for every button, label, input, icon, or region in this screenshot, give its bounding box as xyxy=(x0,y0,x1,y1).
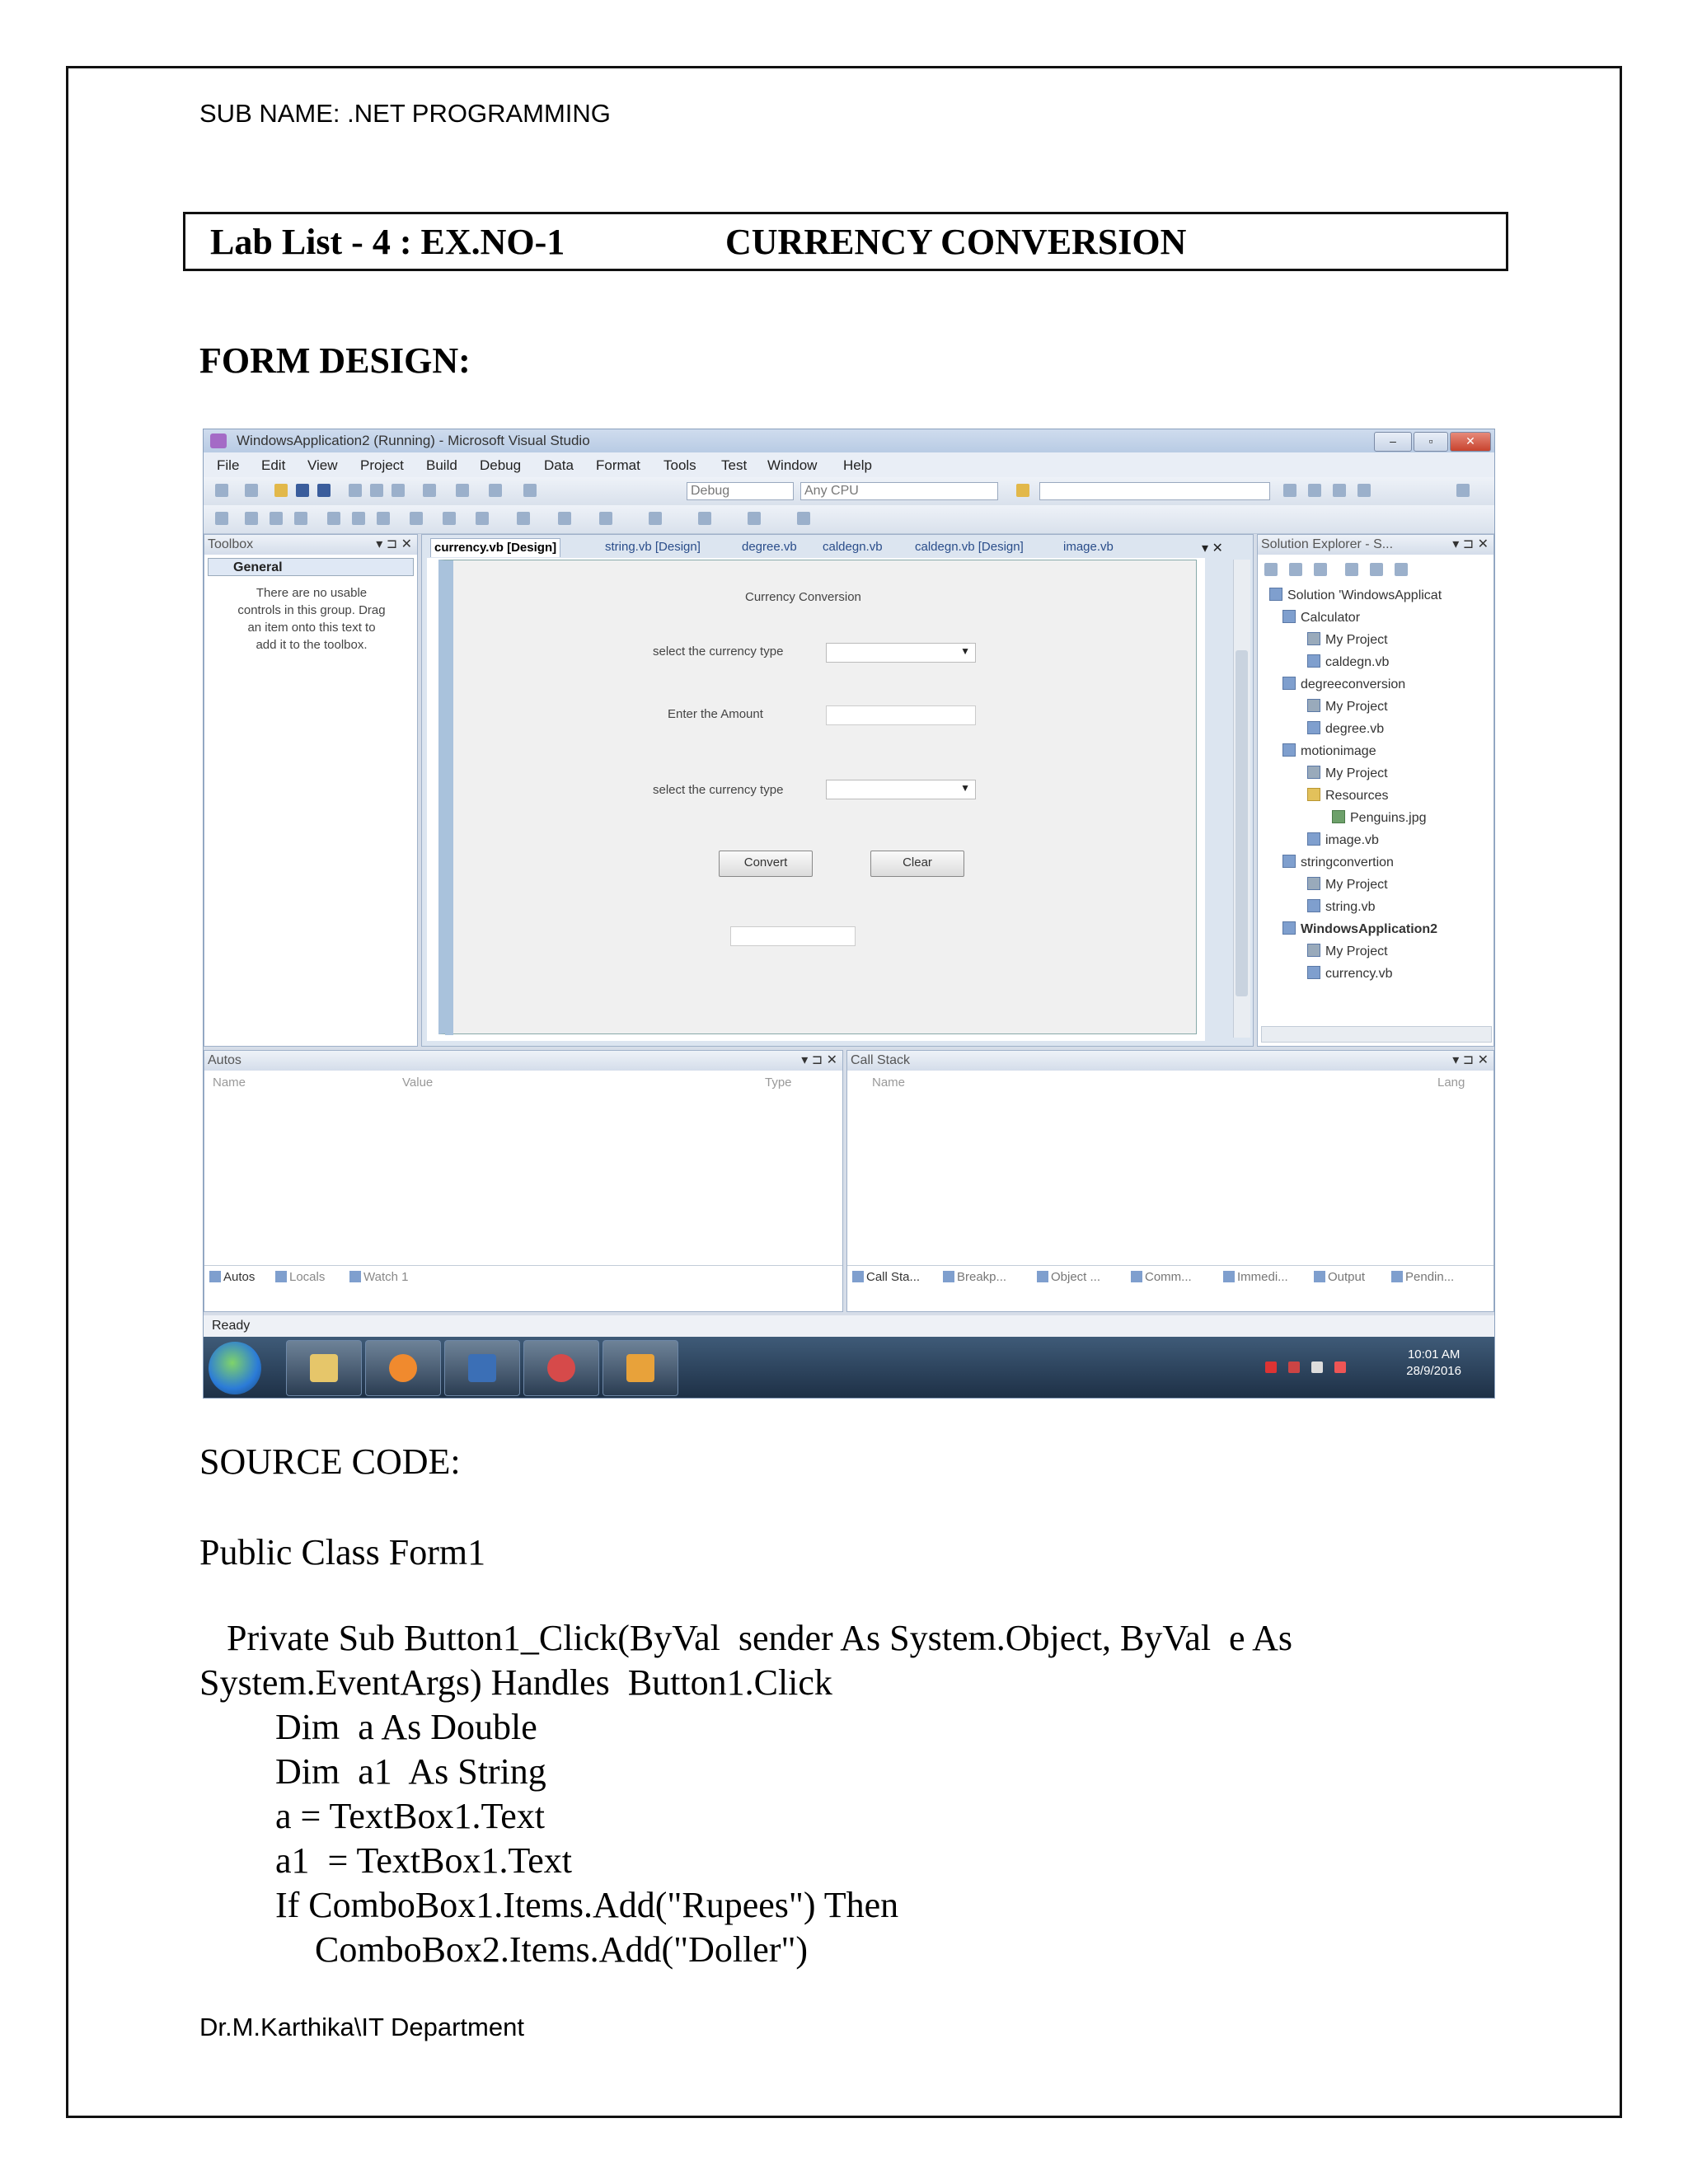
vb-file-icon xyxy=(1307,832,1320,846)
tab-label: Pendin... xyxy=(1405,1270,1455,1284)
panel-controls-icon[interactable]: ▾ ⊐ ✕ xyxy=(1452,537,1489,551)
solution-explorer-panel xyxy=(1257,534,1494,1047)
tab-caldegn-design[interactable]: caldegn.vb [Design] xyxy=(915,540,1024,554)
tree-file[interactable] xyxy=(1332,810,1427,826)
code-line: System.EventArgs) Handles Button1.Click xyxy=(199,1662,832,1703)
autos-col-value: Value xyxy=(402,1076,434,1090)
menu-data[interactable]: Data xyxy=(544,457,574,473)
redo-icon[interactable] xyxy=(456,484,469,497)
solution-explorer-header xyxy=(1258,535,1493,555)
toolbox-header xyxy=(204,535,417,555)
autos-panel xyxy=(204,1050,843,1312)
tree-label: degreeconversion xyxy=(1301,677,1406,691)
open-file-icon[interactable] xyxy=(274,484,288,497)
tree-file[interactable] xyxy=(1307,899,1375,915)
tab-immediate[interactable] xyxy=(1223,1270,1288,1284)
find-combo[interactable] xyxy=(1039,482,1270,500)
tab-currency-design[interactable]: currency.vb [Design] xyxy=(430,538,560,557)
code-line: Private Sub Button1_Click(ByVal sender As System.Object, ByVal e As xyxy=(199,1618,1293,1658)
window-title: WindowsApplication2 (Running) - Microsoft Visual Studio xyxy=(237,433,590,448)
code-line: Dim a1 As String xyxy=(275,1751,546,1792)
autos-col-name: Name xyxy=(213,1076,246,1090)
menu-view[interactable]: View xyxy=(307,457,338,473)
tab-output[interactable] xyxy=(1314,1270,1365,1284)
tree-label: My Project xyxy=(1325,766,1388,780)
tree-label: Solution 'WindowsApplicat xyxy=(1287,588,1442,602)
my-project-icon xyxy=(1307,944,1320,957)
explorer-icon xyxy=(310,1354,338,1382)
lab-title-box xyxy=(183,212,1508,271)
autos-header xyxy=(204,1051,842,1071)
code-line: Public Class Form1 xyxy=(199,1532,486,1572)
clock-time: 10:01 AM xyxy=(1407,1347,1461,1361)
tree-my-project[interactable] xyxy=(1307,632,1388,648)
solution-explorer-hscrollbar[interactable] xyxy=(1261,1026,1492,1043)
toolbox-message-line: controls in this group. Drag xyxy=(237,603,386,617)
tree-project[interactable] xyxy=(1282,743,1376,759)
menu-project[interactable]: Project xyxy=(360,457,404,473)
minimize-button[interactable]: – xyxy=(1374,432,1412,452)
windows-taskbar xyxy=(204,1337,1494,1399)
tree-my-project[interactable] xyxy=(1307,944,1388,959)
show-all-files-icon[interactable] xyxy=(1314,563,1327,576)
form-heading: Currency Conversion xyxy=(745,590,861,604)
code-line: a = TextBox1.Text xyxy=(275,1796,546,1836)
toolbox-message-line: There are no usable xyxy=(256,586,368,600)
breakpoints-icon xyxy=(943,1271,954,1282)
currency-form-surface xyxy=(438,560,1197,1034)
window-titlebar xyxy=(204,429,1494,452)
center-horizontally-icon[interactable] xyxy=(558,512,571,525)
vb-file-icon xyxy=(1307,654,1320,668)
tab-label: Object ... xyxy=(1051,1270,1101,1284)
vertical-spacing-icon[interactable] xyxy=(517,512,530,525)
panel-controls-icon[interactable]: ▾ ⊐ ✕ xyxy=(801,1053,837,1067)
tab-string-design[interactable]: string.vb [Design] xyxy=(605,540,701,554)
tab-label: Output xyxy=(1328,1270,1366,1284)
clear-button[interactable]: Clear xyxy=(870,851,964,877)
tab-pending-checkins[interactable] xyxy=(1391,1270,1454,1284)
toolbox-message-line: an item onto this text to xyxy=(247,621,376,635)
toolbox-panel xyxy=(204,534,418,1047)
menu-test[interactable]: Test xyxy=(721,457,748,473)
call-stack-panel xyxy=(846,1050,1494,1312)
my-project-icon xyxy=(1307,632,1320,645)
tree-project[interactable] xyxy=(1282,677,1405,692)
lab-title: CURRENCY CONVERSION xyxy=(725,222,1187,262)
start-icon[interactable] xyxy=(523,484,537,497)
tree-label: WindowsApplication2 xyxy=(1301,922,1438,936)
watch-icon xyxy=(349,1271,361,1282)
paint-icon xyxy=(547,1354,575,1382)
visual-studio-screenshot xyxy=(203,429,1495,1399)
toolbox-empty-message xyxy=(211,584,412,654)
form-design-heading: FORM DESIGN: xyxy=(199,340,471,381)
tree-solution[interactable] xyxy=(1269,588,1442,603)
label-from-currency: select the currency type xyxy=(653,644,784,658)
solution-explorer-toolbar xyxy=(1263,560,1485,581)
tree-label: Calculator xyxy=(1301,611,1361,625)
layout-toolbar xyxy=(204,505,1494,534)
taskbar-media-player[interactable] xyxy=(365,1340,441,1396)
tree-label: My Project xyxy=(1325,633,1388,647)
autos-col-type: Type xyxy=(765,1076,792,1090)
lock-controls-icon[interactable] xyxy=(797,512,810,525)
navigate-icon[interactable] xyxy=(489,484,502,497)
project-icon xyxy=(1282,921,1296,935)
code-line: Dim a As Double xyxy=(275,1707,537,1747)
align-bottom-icon[interactable] xyxy=(352,512,365,525)
tab-watch-1[interactable] xyxy=(349,1270,408,1284)
tree-label: stringconvertion xyxy=(1301,855,1394,869)
menu-bar xyxy=(204,452,1494,477)
vb-file-icon xyxy=(1307,966,1320,979)
refresh-icon[interactable] xyxy=(1289,563,1302,576)
class-diagram-icon[interactable] xyxy=(1395,563,1408,576)
tab-order-icon[interactable] xyxy=(748,512,761,525)
tree-file[interactable] xyxy=(1307,721,1384,737)
call-stack-header xyxy=(847,1051,1493,1071)
menu-format[interactable]: Format xyxy=(596,457,640,473)
result-textbox[interactable] xyxy=(730,926,856,946)
scroll-thumb[interactable] xyxy=(1236,650,1248,996)
taskbar-paint[interactable] xyxy=(523,1340,599,1396)
close-button[interactable]: ✕ xyxy=(1450,432,1491,452)
tree-label: image.vb xyxy=(1325,833,1379,847)
horizontal-spacing-icon[interactable] xyxy=(476,512,489,525)
designer-vertical-scrollbar[interactable] xyxy=(1233,560,1250,1038)
new-project-icon[interactable] xyxy=(215,484,228,497)
find-icon[interactable] xyxy=(1016,484,1029,497)
tab-label: Watch 1 xyxy=(363,1270,409,1284)
standard-toolbar xyxy=(204,477,1494,506)
tab-label: Breakp... xyxy=(957,1270,1007,1284)
media-player-icon xyxy=(389,1354,417,1382)
tree-file[interactable] xyxy=(1307,966,1393,982)
project-icon xyxy=(1282,743,1296,757)
menu-debug[interactable]: Debug xyxy=(480,457,522,473)
tree-label: My Project xyxy=(1325,700,1388,714)
tree-project[interactable] xyxy=(1282,855,1394,870)
source-code-heading: SOURCE CODE: xyxy=(199,1441,461,1482)
menu-window[interactable]: Window xyxy=(767,457,818,473)
tab-label: Call Sta... xyxy=(866,1270,921,1284)
image-file-icon xyxy=(1332,810,1345,823)
tab-breakpoints[interactable] xyxy=(943,1270,1006,1284)
tree-label: Resources xyxy=(1325,789,1389,803)
add-item-icon[interactable] xyxy=(245,484,258,497)
visual-studio-taskbar-icon xyxy=(626,1354,654,1382)
tree-label: caldegn.vb xyxy=(1325,655,1390,669)
tree-label: My Project xyxy=(1325,878,1388,892)
autos-title: Autos xyxy=(208,1053,241,1067)
save-all-icon[interactable] xyxy=(317,484,331,497)
tab-caldegn[interactable]: caldegn.vb xyxy=(823,540,883,554)
tree-file[interactable] xyxy=(1307,832,1379,848)
vb-file-icon xyxy=(1307,899,1320,912)
folder-icon xyxy=(1307,788,1320,801)
tab-label: Autos xyxy=(223,1270,256,1284)
tree-my-project[interactable] xyxy=(1307,699,1388,715)
tree-file[interactable] xyxy=(1307,654,1389,670)
view-designer-icon[interactable] xyxy=(1370,563,1383,576)
pending-icon xyxy=(1391,1271,1403,1282)
menu-help[interactable]: Help xyxy=(843,457,872,473)
system-clock[interactable] xyxy=(1406,1347,1461,1380)
volume-icon[interactable] xyxy=(1334,1361,1346,1373)
tree-my-project[interactable] xyxy=(1307,766,1388,781)
clock-date: 28/9/2016 xyxy=(1406,1364,1461,1378)
status-bar: Ready xyxy=(204,1315,1494,1337)
project-icon xyxy=(1282,610,1296,623)
start-button[interactable] xyxy=(209,1342,261,1394)
tree-label: My Project xyxy=(1325,944,1388,958)
toolbox-icon[interactable] xyxy=(1357,484,1371,497)
toolbox-group-general[interactable]: General xyxy=(208,558,414,576)
code-line: ComboBox2.Items.Add("Doller") xyxy=(315,1929,809,1970)
form-left-edge xyxy=(445,560,453,1035)
vb-file-icon xyxy=(1307,721,1320,734)
object-browser-icon[interactable] xyxy=(1333,484,1346,497)
tree-label: string.vb xyxy=(1325,900,1376,914)
footer-author: Dr.M.Karthika\IT Department xyxy=(199,2013,524,2041)
properties-icon[interactable] xyxy=(1264,563,1278,576)
align-top-icon[interactable] xyxy=(294,512,307,525)
immediate-icon xyxy=(1223,1271,1235,1282)
toolbox-title: Toolbox xyxy=(208,537,254,551)
object-browser-icon xyxy=(1037,1271,1048,1282)
taskbar-explorer[interactable] xyxy=(286,1340,362,1396)
dropdown-arrow-icon: ▼ xyxy=(960,782,970,794)
autos-icon xyxy=(209,1271,221,1282)
menu-build[interactable]: Build xyxy=(426,457,457,473)
tree-label: degree.vb xyxy=(1325,722,1385,736)
align-right-icon[interactable] xyxy=(270,512,283,525)
save-icon[interactable] xyxy=(296,484,309,497)
call-stack-title: Call Stack xyxy=(851,1053,911,1067)
project-icon xyxy=(1282,677,1296,690)
tab-locals[interactable] xyxy=(275,1270,325,1284)
make-same-width-icon[interactable] xyxy=(377,512,390,525)
my-project-icon xyxy=(1307,766,1320,779)
taskbar-word[interactable] xyxy=(444,1340,520,1396)
menu-file[interactable]: File xyxy=(217,457,240,473)
view-code-icon[interactable] xyxy=(1345,563,1358,576)
play-icon[interactable] xyxy=(1456,484,1470,497)
designer-panel xyxy=(421,534,1254,1047)
copy-icon[interactable] xyxy=(370,484,383,497)
tab-label: Comm... xyxy=(1145,1270,1192,1284)
call-stack-col-lang: Lang xyxy=(1437,1076,1465,1090)
label-to-currency: select the currency type xyxy=(653,783,784,797)
panel-controls-icon[interactable]: ▾ ⊐ ✕ xyxy=(1452,1053,1489,1067)
properties-icon[interactable] xyxy=(1308,484,1321,497)
my-project-icon xyxy=(1307,877,1320,890)
maximize-button[interactable]: ▫ xyxy=(1414,432,1448,452)
tab-label: Locals xyxy=(289,1270,326,1284)
call-stack-icon xyxy=(852,1271,864,1282)
code-line: If ComboBox1.Items.Add("Rupees") Then xyxy=(275,1885,899,1925)
size-to-grid-icon[interactable] xyxy=(443,512,456,525)
subject-name: SUB NAME: .NET PROGRAMMING xyxy=(199,99,611,128)
send-to-back-icon[interactable] xyxy=(698,512,711,525)
divider xyxy=(204,1265,842,1266)
align-left-icon[interactable] xyxy=(215,512,228,525)
tree-project[interactable] xyxy=(1282,610,1360,626)
tree-my-project[interactable] xyxy=(1307,877,1388,893)
panel-controls-icon[interactable]: ▾ ⊐ ✕ xyxy=(376,537,412,551)
combo-to-currency[interactable] xyxy=(826,780,976,799)
platform-combo[interactable]: Any CPU xyxy=(800,482,998,500)
command-icon xyxy=(1131,1271,1142,1282)
amount-textbox[interactable] xyxy=(826,705,976,725)
tab-call-stack[interactable] xyxy=(852,1270,920,1284)
bring-to-front-icon[interactable] xyxy=(649,512,662,525)
cut-icon[interactable] xyxy=(349,484,362,497)
tab-label: Immedi... xyxy=(1237,1270,1288,1284)
output-icon xyxy=(1314,1271,1325,1282)
call-stack-col-name: Name xyxy=(872,1076,906,1090)
tab-object-browser[interactable] xyxy=(1037,1270,1100,1284)
locals-icon xyxy=(275,1271,287,1282)
toolbox-message-line: add it to the toolbox. xyxy=(256,638,368,652)
convert-button[interactable]: Convert xyxy=(719,851,813,877)
center-vertically-icon[interactable] xyxy=(599,512,612,525)
align-middle-icon[interactable] xyxy=(327,512,340,525)
dropdown-arrow-icon: ▼ xyxy=(960,645,970,657)
visual-studio-icon xyxy=(210,434,227,448)
tree-startup-project[interactable] xyxy=(1282,921,1437,937)
menu-edit[interactable]: Edit xyxy=(261,457,286,473)
divider xyxy=(847,1265,1493,1266)
solution-explorer-icon[interactable] xyxy=(1283,484,1296,497)
code-line: a1 = TextBox1.Text xyxy=(275,1840,573,1881)
tree-label: Penguins.jpg xyxy=(1350,811,1427,825)
combo-from-currency[interactable] xyxy=(826,643,976,663)
tab-menu-icon[interactable]: ▾ ✕ xyxy=(1202,541,1223,555)
tree-label: currency.vb xyxy=(1325,967,1393,981)
solution-icon xyxy=(1269,588,1282,601)
make-same-height-icon[interactable] xyxy=(410,512,423,525)
tab-command[interactable] xyxy=(1131,1270,1192,1284)
word-icon xyxy=(468,1354,496,1382)
paste-icon[interactable] xyxy=(392,484,405,497)
project-icon xyxy=(1282,855,1296,868)
action-center-icon[interactable] xyxy=(1288,1361,1300,1373)
tree-label: motionimage xyxy=(1301,744,1376,758)
tab-autos[interactable] xyxy=(209,1270,255,1284)
tab-degree[interactable]: degree.vb xyxy=(742,540,797,554)
taskbar-visual-studio[interactable] xyxy=(603,1340,678,1396)
undo-icon[interactable] xyxy=(423,484,436,497)
label-amount: Enter the Amount xyxy=(668,707,763,721)
solution-explorer-title: Solution Explorer - S... xyxy=(1261,537,1394,551)
network-icon[interactable] xyxy=(1265,1361,1277,1373)
menu-tools[interactable]: Tools xyxy=(663,457,696,473)
align-center-icon[interactable] xyxy=(245,512,258,525)
my-project-icon xyxy=(1307,699,1320,712)
lab-number: Lab List - 4 : EX.NO-1 xyxy=(210,222,565,262)
configuration-combo[interactable]: Debug xyxy=(687,482,794,500)
power-icon[interactable] xyxy=(1311,1361,1323,1373)
tree-folder[interactable] xyxy=(1307,788,1388,804)
tab-image[interactable]: image.vb xyxy=(1063,540,1114,554)
